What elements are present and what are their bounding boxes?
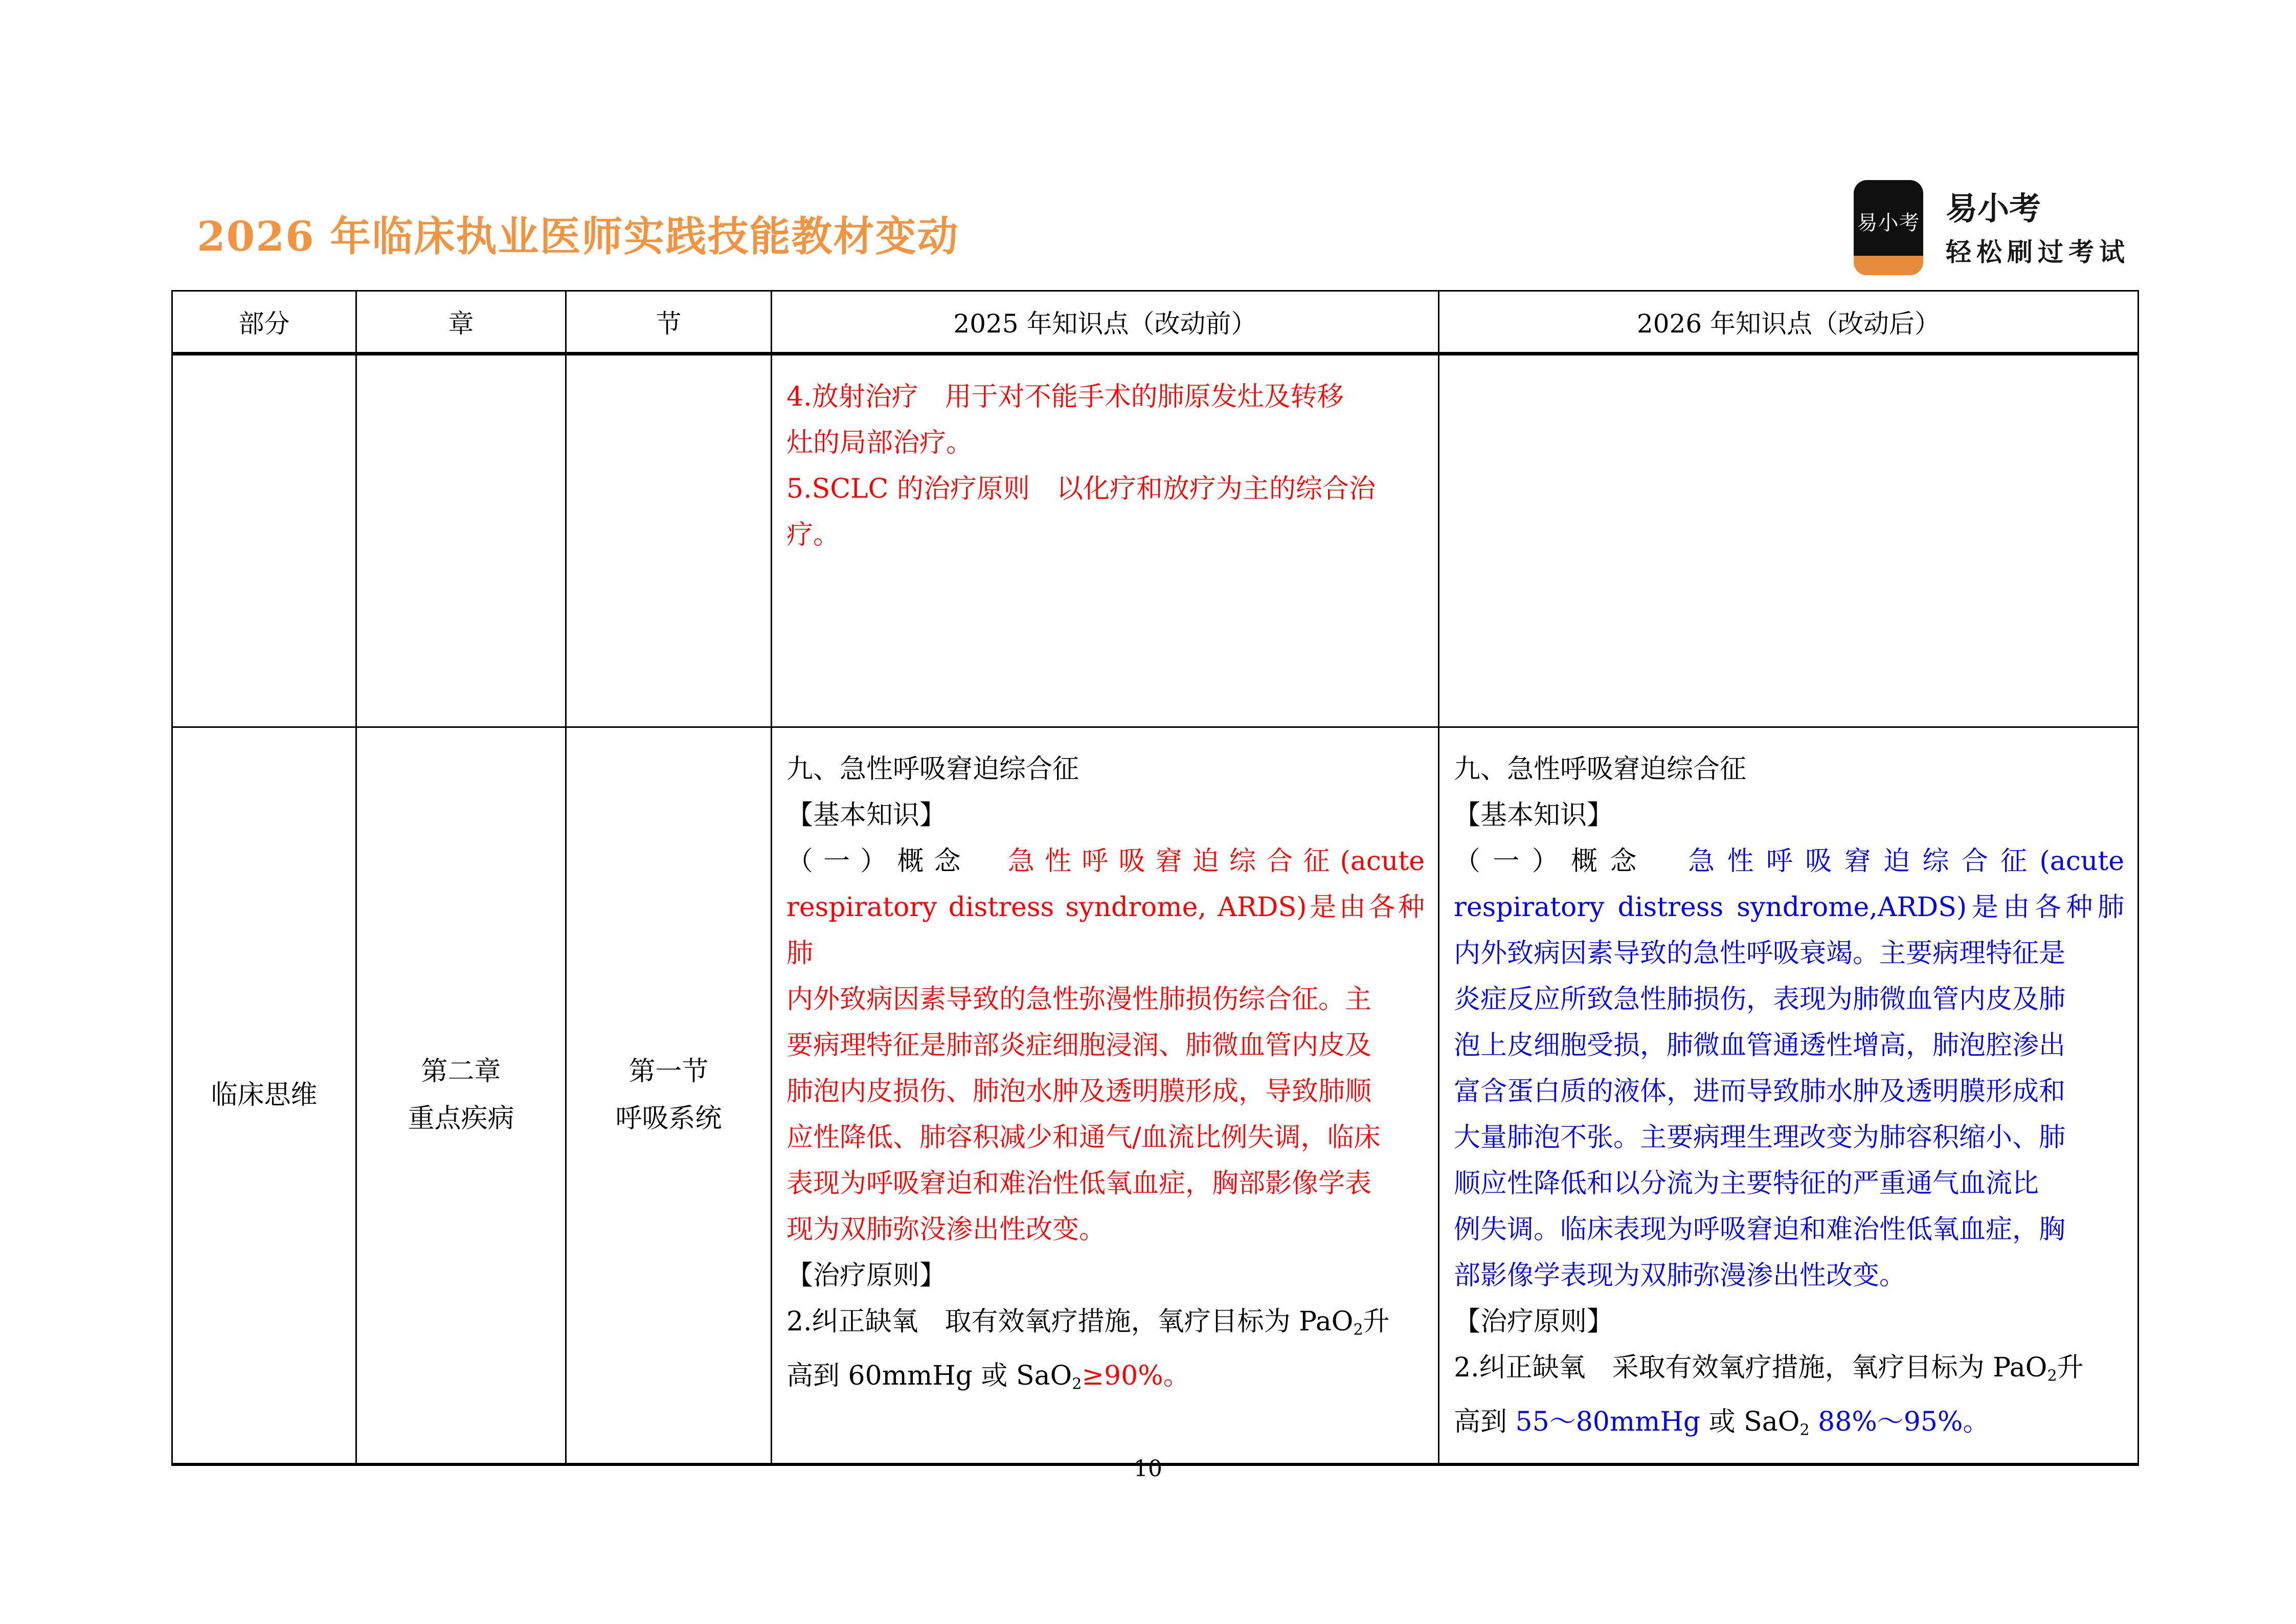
cell-part-r2: 临床思维 xyxy=(172,727,356,1464)
text-line xyxy=(786,374,1425,420)
text-line xyxy=(786,1353,1425,1407)
brand-name: 易小考 xyxy=(1946,190,2041,227)
text-segment: 高到 xyxy=(1454,1407,1516,1438)
text-segment: 泡上皮细胞受损，肺微血管通透性增高，肺泡腔渗出 xyxy=(1454,1030,2066,1061)
text-line xyxy=(1454,1161,2124,1207)
text-line xyxy=(786,1161,1425,1207)
column-header-2025-before: 2025 年知识点（改动前） xyxy=(772,291,1439,354)
text-line xyxy=(786,1253,1425,1299)
text-segment: 呼吸系统 xyxy=(615,1103,722,1134)
text-line xyxy=(1454,838,2124,884)
text-line xyxy=(1454,1022,2124,1069)
text-segment: 高到 60mmHg 或 SaO xyxy=(786,1361,1072,1392)
text-line xyxy=(357,1095,565,1142)
text-segment: 【基本知识】 xyxy=(1454,800,1614,831)
text-segment: 急性呼吸窘迫综合征(acute xyxy=(1688,846,2124,877)
table-header-row xyxy=(172,291,2139,354)
text-line xyxy=(1454,1115,2124,1161)
text-segment: 内外致病因素导致的急性弥漫性肺损伤综合征。主 xyxy=(786,984,1372,1015)
brand-slogan: 轻松刷过考试 xyxy=(1946,237,2130,267)
text-segment: 2.纠正缺氧 采取有效氧疗措施，氧疗目标为 PaO xyxy=(1454,1352,2047,1383)
text-segment: 内外致病因素导致的急性呼吸衰竭。主要病理特征是 xyxy=(1454,938,2066,969)
text-line xyxy=(1454,1253,2124,1299)
cell-section-r2 xyxy=(566,727,772,1464)
text-line xyxy=(1454,1299,2124,1345)
cell-after-r2 xyxy=(1439,727,2139,1464)
text-segment: 2 xyxy=(1799,1421,1810,1439)
text-segment: 九、急性呼吸窘迫综合征 xyxy=(1454,754,1747,785)
app-icon-orange-band xyxy=(1854,256,1923,275)
text-segment: respiratory distress syndrome, ARDS)是由各种肺 xyxy=(786,892,1425,969)
text-line xyxy=(1454,792,2124,838)
table-row xyxy=(172,727,2139,1464)
textbook-changes-table xyxy=(171,290,2139,1466)
text-segment: 顺应性降低和以分流为主要特征的严重通气血流比 xyxy=(1454,1168,2039,1199)
text-line xyxy=(786,512,1425,558)
text-segment: 2.纠正缺氧 取有效氧疗措施，氧疗目标为 PaO xyxy=(786,1306,1354,1337)
text-segment: 急性呼吸窘迫综合征(acute xyxy=(1007,846,1425,877)
column-header-2026-after: 2026 年知识点（改动后） xyxy=(1439,291,2139,354)
column-header-section: 节 xyxy=(566,291,772,354)
table-row xyxy=(172,354,2139,727)
text-line xyxy=(786,466,1425,512)
text-segment: 升 xyxy=(2057,1352,2084,1383)
text-line xyxy=(1454,976,2124,1022)
text-line xyxy=(786,976,1425,1022)
column-header-part: 部分 xyxy=(172,291,356,354)
page-title: 2026 年临床执业医师实践技能教材变动 xyxy=(197,212,959,260)
cell-chapter-r1 xyxy=(356,354,566,727)
text-line xyxy=(786,1207,1425,1253)
text-line xyxy=(357,1048,565,1095)
text-line xyxy=(786,838,1425,884)
text-segment: 2 xyxy=(1072,1375,1082,1393)
text-segment: ≥90%。 xyxy=(1082,1361,1190,1392)
text-segment: 第二章 xyxy=(421,1056,501,1087)
text-line xyxy=(786,746,1425,792)
app-icon-label: 易小考 xyxy=(1857,211,1920,235)
text-segment: 例失调。临床表现为呼吸窘迫和难治性低氧血症，胸 xyxy=(1454,1214,2066,1245)
text-line xyxy=(1454,930,2124,976)
text-line xyxy=(567,1048,770,1095)
text-line xyxy=(1454,1345,2124,1399)
text-segment: 重点疾病 xyxy=(408,1103,514,1134)
text-line xyxy=(1454,1207,2124,1253)
text-segment: 疗。 xyxy=(786,520,840,550)
text-line xyxy=(1454,1399,2124,1453)
text-segment: （一）概念 xyxy=(786,846,1008,877)
text-segment: 炎症反应所致急性肺损伤，表现为肺微血管内皮及肺 xyxy=(1454,984,2066,1015)
text-segment: respiratory distress syndrome,ARDS)是由各种肺 xyxy=(1454,892,2124,923)
text-segment: 【治疗原则】 xyxy=(786,1260,947,1291)
text-line xyxy=(1454,746,2124,792)
text-line xyxy=(1454,1069,2124,1115)
text-segment: 2 xyxy=(1353,1321,1363,1339)
text-line xyxy=(786,1299,1425,1353)
text-line xyxy=(786,1022,1425,1069)
text-segment: 88%～95%。 xyxy=(1809,1407,1990,1438)
cell-before-r1 xyxy=(772,354,1439,727)
text-segment: 灶的局部治疗。 xyxy=(786,428,973,458)
text-segment: 应性降低、肺容积减少和通气/血流比例失调，临床 xyxy=(786,1122,1381,1153)
cell-section-r1 xyxy=(566,354,772,727)
text-segment: 55～80mmHg xyxy=(1515,1407,1701,1438)
text-segment: 现为双肺弥没渗出性改变。 xyxy=(786,1214,1106,1245)
text-segment: 九、急性呼吸窘迫综合征 xyxy=(786,754,1079,785)
text-segment: 肺泡内皮损伤、肺泡水肿及透明膜形成，导致肺顺 xyxy=(786,1076,1372,1107)
text-segment: 表现为呼吸窘迫和难治性低氧血症，胸部影像学表 xyxy=(786,1168,1372,1199)
page-number: 10 xyxy=(1134,1456,1162,1482)
text-segment: 富含蛋白质的液体，进而导致肺水肿及透明膜形成和 xyxy=(1454,1076,2066,1107)
text-line xyxy=(1454,884,2124,930)
brand-text xyxy=(1946,180,2130,275)
text-segment: 2 xyxy=(2047,1367,2057,1385)
yixiaokao-app-icon xyxy=(1854,180,1923,275)
cell-chapter-r2 xyxy=(356,727,566,1464)
text-segment: 部影像学表现为双肺弥漫渗出性改变。 xyxy=(1454,1260,1906,1291)
text-line xyxy=(786,420,1425,466)
text-line xyxy=(786,792,1425,838)
text-segment: 【治疗原则】 xyxy=(1454,1306,1614,1337)
text-segment: 要病理特征是肺部炎症细胞浸润、肺微血管内皮及 xyxy=(786,1030,1372,1061)
column-header-chapter: 章 xyxy=(356,291,566,354)
text-segment: 升 xyxy=(1363,1306,1390,1337)
text-line xyxy=(786,884,1425,976)
text-segment: 5.SCLC 的治疗原则 以化疗和放疗为主的综合治 xyxy=(786,474,1376,504)
text-segment: 大量肺泡不张。主要病理生理改变为肺容积缩小、肺 xyxy=(1454,1122,2066,1153)
text-segment: 第一节 xyxy=(628,1056,709,1087)
cell-after-r1 xyxy=(1439,354,2139,727)
cell-before-r2 xyxy=(772,727,1439,1464)
text-line xyxy=(567,1095,770,1142)
text-line xyxy=(786,1115,1425,1161)
cell-part-r1 xyxy=(172,354,356,727)
text-segment: 【基本知识】 xyxy=(786,800,947,831)
text-segment: （一）概念 xyxy=(1454,846,1689,877)
text-segment: 或 SaO xyxy=(1700,1407,1800,1438)
text-line xyxy=(786,1069,1425,1115)
text-segment: 4.放射治疗 用于对不能手术的肺原发灶及转移 xyxy=(786,382,1344,412)
brand-logo xyxy=(1854,180,2130,275)
